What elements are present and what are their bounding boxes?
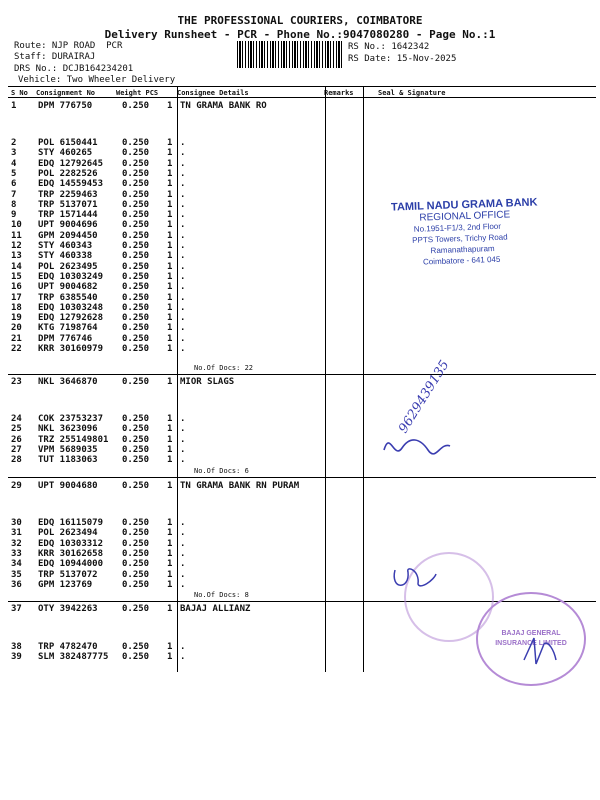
weight: 0.250 [122,199,150,210]
consignment-number: POL 2282526 [38,168,98,179]
consignment-number: EDQ 10944000 [38,559,104,570]
serial-number: 25 [11,424,22,435]
weight: 0.250 [122,189,150,200]
pieces: 1 [167,251,173,262]
serial-number: 26 [11,434,22,445]
consignee-name: . [180,414,186,424]
pieces: 1 [167,101,173,111]
pieces: 1 [167,168,173,179]
signature [380,420,460,460]
consignee-name: . [180,148,186,159]
consignment-number: POL 2623495 [38,261,98,272]
consignee-name: . [180,271,186,282]
pieces: 1 [167,518,173,528]
weight: 0.250 [122,481,150,491]
handwritten-phone: 9629439135 [396,357,453,436]
consignment-number: KTG 7198764 [38,323,98,334]
serial-number: 36 [11,579,22,590]
consignee-name: . [180,138,186,148]
serial-number: 5 [11,168,17,179]
consignee-name: . [180,333,186,344]
weight: 0.250 [122,148,150,159]
pieces: 1 [167,344,173,354]
weight: 0.250 [122,282,150,293]
weight: 0.250 [122,559,150,570]
pieces: 1 [167,271,173,282]
pieces: 1 [167,261,173,272]
serial-number: 12 [11,241,22,251]
serial-number: 13 [11,251,22,262]
serial-number: 28 [11,455,22,466]
serial-number: 9 [11,210,17,221]
serial-number: 27 [11,444,22,455]
consignment-number: EDQ 10303248 [38,302,104,313]
weight: 0.250 [122,313,150,324]
col-consignment: Consignment No [36,89,96,97]
consignment-number: TRP 5137072 [38,569,98,580]
consignee-name: . [180,548,186,559]
runsheet-title: Delivery Runsheet - PCR - Phone No.:9047080280 - Page No.:1 [104,28,496,41]
grama-bank-stamp [391,197,540,268]
consignee-name: . [180,179,186,190]
stamp-line: Ramanathapuram [430,243,495,256]
serial-number: 38 [11,642,22,652]
weight: 0.250 [122,528,150,539]
weight: 0.250 [122,101,150,111]
consignee-name: TN GRAMA BANK RN PURAM [180,481,300,491]
consignee-name: . [180,642,186,652]
consignment-number: TRP 4782470 [38,642,98,652]
consignee-name: . [180,292,186,303]
consignee-name: . [180,158,186,169]
consignment-number: NKL 3646870 [38,377,98,387]
weight: 0.250 [122,210,150,221]
pieces: 1 [167,604,173,614]
consignment-number: EDQ 10303249 [38,271,104,282]
pieces: 1 [167,210,173,221]
pieces: 1 [167,444,173,455]
consignee-name: . [180,424,186,435]
col-divider [325,87,326,672]
consignee-name: . [180,455,186,466]
consignment-number: EDQ 16115079 [38,518,104,528]
serial-number: 32 [11,538,22,549]
consignee-name: . [180,313,186,324]
round-stamp-text: BAJAJ GENERAL INSURANCE LIMITED [495,630,567,647]
staff-label: Staff: DURAIRAJ [14,52,96,62]
col-remarks: Remarks [324,89,354,97]
weight: 0.250 [122,220,150,231]
pieces: 1 [167,333,173,344]
serial-number: 30 [11,518,22,528]
consignee-name: . [180,220,186,231]
consignment-number: VPM 5689035 [38,444,98,455]
consignment-number: OTY 3942263 [38,604,98,614]
weight: 0.250 [122,538,150,549]
serial-number: 6 [11,179,17,190]
stamp-line: PPTS Towers, Trichy Road [412,232,508,245]
serial-number: 35 [11,569,22,580]
pieces: 1 [167,292,173,303]
consignment-number: POL 2623494 [38,528,98,539]
pieces: 1 [167,538,173,549]
consignment-number: EDQ 14559453 [38,179,104,190]
serial-number: 39 [11,652,22,663]
weight: 0.250 [122,292,150,303]
weight: 0.250 [122,548,150,559]
consignment-number: EDQ 10303312 [38,538,104,549]
serial-number: 10 [11,220,22,231]
consignment-number: TUT 1183063 [38,455,98,466]
consignee-name: . [180,569,186,580]
weight: 0.250 [122,414,150,424]
serial-number: 15 [11,271,22,282]
serial-number: 31 [11,528,22,539]
docs-count: No.Of Docs: 8 [194,591,249,599]
weight: 0.250 [122,302,150,313]
consignee-name: BAJAJ ALLIANZ [180,604,251,614]
pieces: 1 [167,179,173,190]
consignee-name: . [180,444,186,455]
pieces: 1 [167,138,173,148]
serial-number: 14 [11,261,22,272]
pieces: 1 [167,652,173,663]
consignment-number: KRR 30160979 [38,344,104,354]
signature-scribble [390,560,440,595]
consignment-number: GPM 123769 [38,579,93,590]
consignment-number: UPT 9004696 [38,220,98,231]
weight: 0.250 [122,344,150,354]
consignee-name: . [180,282,186,293]
consignee-name: . [180,434,186,445]
weight: 0.250 [122,241,150,251]
weight: 0.250 [122,518,150,528]
pieces: 1 [167,559,173,570]
route-label: Route: NJP ROAD PCR [14,41,123,51]
stamp-line: Coimbatore - 641 045 [422,254,501,267]
serial-number: 3 [11,148,17,159]
weight: 0.250 [122,333,150,344]
consignee-name: . [180,251,186,262]
group-divider [8,374,596,375]
consignee-name: . [180,168,186,179]
pieces: 1 [167,481,173,491]
col-divider [363,87,364,672]
consignee-name: MIOR SLAGS [180,377,235,387]
pieces: 1 [167,569,173,580]
stamp-line: REGIONAL OFFICE [419,209,511,224]
consignment-number: DPM 776750 [38,101,93,111]
docs-count: No.Of Docs: 6 [194,467,249,475]
weight: 0.250 [122,138,150,148]
consignee-name: . [180,652,186,663]
consignee-name: . [180,261,186,272]
consignee-name: . [180,528,186,539]
consignee-name: . [180,199,186,210]
serial-number: 11 [11,230,22,241]
serial-number: 22 [11,344,22,354]
consignment-number: TRP 6385540 [38,292,98,303]
pieces: 1 [167,323,173,334]
serial-number: 7 [11,189,17,200]
rs-number: RS No.: 1642342 [348,42,430,52]
serial-number: 20 [11,323,22,334]
serial-number: 4 [11,158,17,169]
signature-scribble [520,630,560,670]
header-bottom-rule [8,97,596,98]
pieces: 1 [167,642,173,652]
group-divider [8,477,596,478]
pieces: 1 [167,579,173,590]
weight: 0.250 [122,579,150,590]
weight: 0.250 [122,652,150,663]
pieces: 1 [167,230,173,241]
consignment-number: STY 460265 [38,148,93,159]
consignee-name: . [180,302,186,313]
col-seal: Seal & Signature [378,89,446,97]
consignment-number: SLM 382487775 [38,652,109,663]
weight: 0.250 [122,455,150,466]
serial-number: 24 [11,414,22,424]
weight: 0.250 [122,604,150,614]
barcode [237,41,343,68]
consignee-name: . [180,344,186,354]
stamp-line: TAMIL NADU GRAMA BANK [390,196,538,214]
pieces: 1 [167,548,173,559]
consignment-number: KRR 30162658 [38,548,104,559]
pieces: 1 [167,434,173,445]
company-title: THE PROFESSIONAL COURIERS, COIMBATORE [177,14,423,27]
consignment-number: STY 460343 [38,241,93,251]
consignment-number: UPT 9004680 [38,481,98,491]
col-divider [177,87,178,672]
consignment-number: TRP 5137071 [38,199,98,210]
weight: 0.250 [122,642,150,652]
serial-number: 17 [11,292,22,303]
serial-number: 21 [11,333,22,344]
weight: 0.250 [122,377,150,387]
serial-number: 18 [11,302,22,313]
pieces: 1 [167,302,173,313]
serial-number: 23 [11,377,22,387]
weight: 0.250 [122,179,150,190]
consignee-name: . [180,189,186,200]
serial-number: 8 [11,199,17,210]
consignment-number: STY 460338 [38,251,93,262]
weight: 0.250 [122,158,150,169]
consignment-number: GPM 2094450 [38,230,98,241]
serial-number: 2 [11,138,17,148]
serial-number: 34 [11,559,22,570]
weight: 0.250 [122,168,150,179]
consignment-number: DPM 776746 [38,333,93,344]
signature-scribble [380,420,460,465]
pieces: 1 [167,377,173,387]
pieces: 1 [167,220,173,231]
stamp-line: No.1951-F1/3, 2nd Floor [413,221,502,234]
consignment-number: TRP 1571444 [38,210,98,221]
consignee-name: . [180,559,186,570]
pieces: 1 [167,528,173,539]
pieces: 1 [167,455,173,466]
serial-number: 1 [11,101,17,111]
pieces: 1 [167,313,173,324]
consignment-number: POL 6150441 [38,138,98,148]
consignee-name: . [180,230,186,241]
signature-2 [390,560,440,599]
pieces: 1 [167,241,173,251]
consignment-number: TRZ 255149801 [38,434,109,445]
pieces: 1 [167,282,173,293]
consignee-name: TN GRAMA BANK RO [180,101,267,111]
vehicle-label: Vehicle: Two Wheeler Delivery [18,75,176,85]
weight: 0.250 [122,323,150,334]
col-consignee: Consignee Details [177,89,249,97]
consignee-name: . [180,579,186,590]
pieces: 1 [167,158,173,169]
signature-3 [520,630,560,674]
consignment-number: EDQ 12792628 [38,313,104,324]
consignment-number: COK 23753237 [38,414,104,424]
table-top-rule [8,86,596,87]
weight: 0.250 [122,434,150,445]
consignment-number: EDQ 12792645 [38,158,104,169]
weight: 0.250 [122,230,150,241]
col-weight-pcs: Weight PCS [116,89,159,97]
serial-number: 29 [11,481,22,491]
consignment-number: NKL 3623096 [38,424,98,435]
drs-number: DRS No.: DCJB164234201 [14,64,134,74]
consignment-number: TRP 2259463 [38,189,98,200]
weight: 0.250 [122,261,150,272]
pieces: 1 [167,424,173,435]
consignee-name: . [180,241,186,251]
weight: 0.250 [122,251,150,262]
col-sno: S No [11,89,28,97]
consignee-name: . [180,210,186,221]
weight: 0.250 [122,271,150,282]
weight: 0.250 [122,444,150,455]
pieces: 1 [167,189,173,200]
serial-number: 16 [11,282,22,293]
pieces: 1 [167,148,173,159]
weight: 0.250 [122,569,150,580]
pieces: 1 [167,199,173,210]
consignee-name: . [180,323,186,334]
consignee-name: . [180,518,186,528]
serial-number: 19 [11,313,22,324]
rs-date: RS Date: 15-Nov-2025 [348,54,457,64]
consignee-name: . [180,538,186,549]
weight: 0.250 [122,424,150,435]
consignment-number: UPT 9004682 [38,282,98,293]
serial-number: 37 [11,604,22,614]
serial-number: 33 [11,548,22,559]
docs-count: No.Of Docs: 22 [194,364,254,372]
pieces: 1 [167,414,173,424]
